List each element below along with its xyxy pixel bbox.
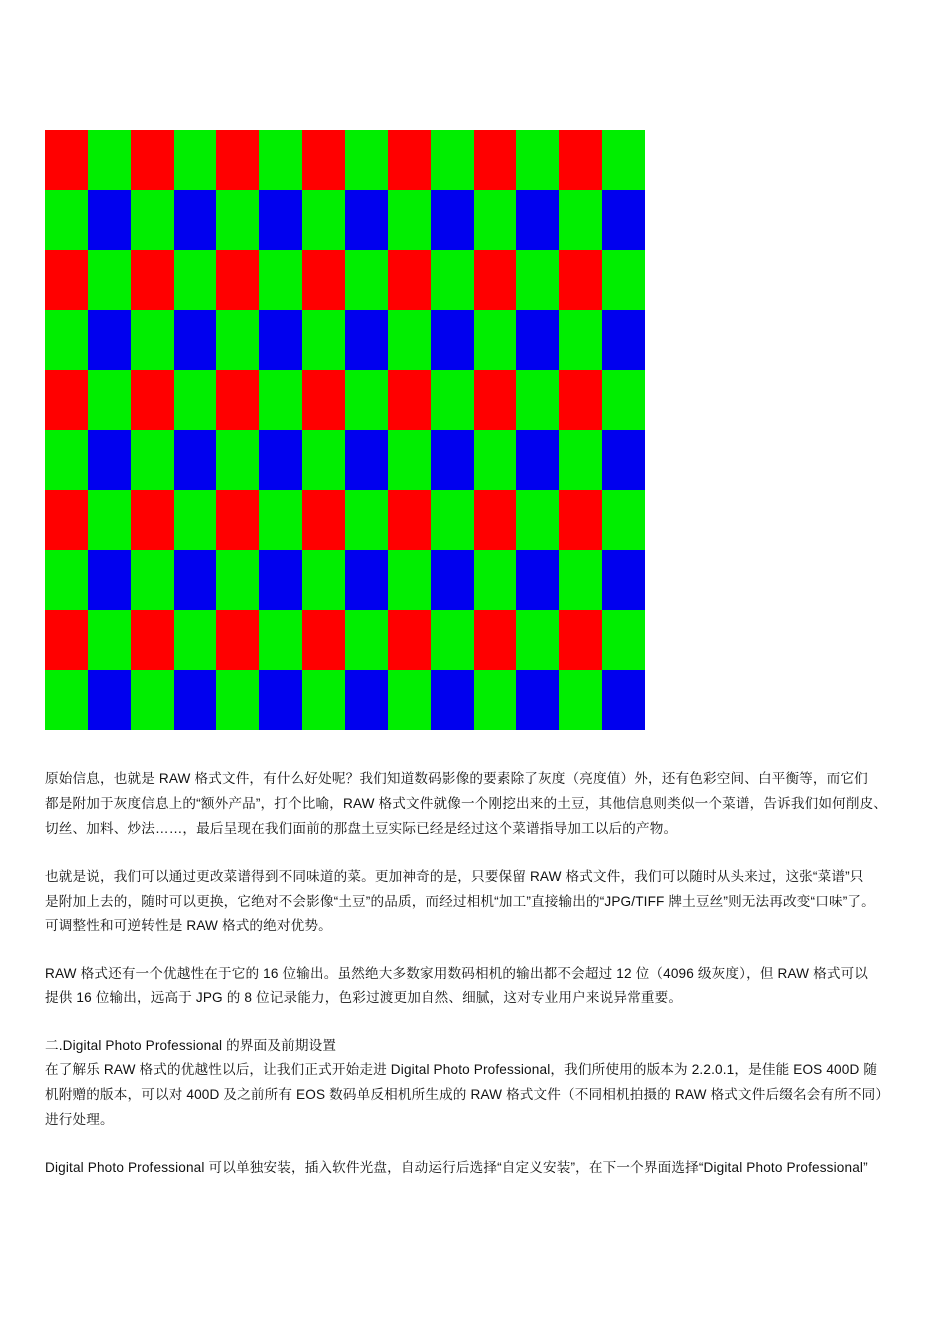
filter-cell-red [559, 490, 602, 550]
filter-cell-red [559, 370, 602, 430]
filter-cell-green [388, 310, 431, 370]
filter-cell-green [516, 610, 559, 670]
filter-cell-red [388, 370, 431, 430]
paragraph-2-line-1: 也就是说，我们可以通过更改菜谱得到不同味道的菜。更加神奇的是，只要保留 RAW 格式文件，我们可以随时从头来过，这张“菜谱”只 [45, 869, 864, 884]
filter-cell-red [302, 610, 345, 670]
filter-cell-red [45, 130, 88, 190]
filter-cell-green [174, 130, 217, 190]
filter-cell-green [174, 250, 217, 310]
filter-cell-green [174, 370, 217, 430]
filter-cell-green [516, 370, 559, 430]
section-heading: 二.Digital Photo Professional 的界面及前期设置 [45, 1038, 337, 1053]
filter-cell-red [131, 610, 174, 670]
filter-cell-green [302, 550, 345, 610]
filter-cell-blue [174, 310, 217, 370]
filter-cell-green [602, 610, 645, 670]
filter-cell-green [45, 670, 88, 730]
filter-cell-blue [88, 670, 131, 730]
filter-cell-blue [345, 310, 388, 370]
paragraph-3-line-2: 提供 16 位输出，远高于 JPG 的 8 位记录能力，色彩过渡更加自然、细腻，这对专业用户来说异常重要。 [45, 990, 683, 1005]
filter-cell-blue [345, 670, 388, 730]
filter-cell-green [88, 130, 131, 190]
filter-cell-green [431, 130, 474, 190]
filter-cell-blue [516, 430, 559, 490]
filter-cell-blue [516, 550, 559, 610]
filter-cell-green [345, 130, 388, 190]
filter-cell-green [559, 310, 602, 370]
filter-cell-blue [431, 310, 474, 370]
filter-cell-red [216, 250, 259, 310]
filter-cell-blue [602, 310, 645, 370]
filter-cell-red [474, 250, 517, 310]
filter-cell-green [88, 610, 131, 670]
filter-cell-blue [88, 430, 131, 490]
bayer-pattern-figure [45, 130, 645, 730]
paragraph-2-line-3: 可调整性和可逆转性是 RAW 格式的绝对优势。 [45, 918, 332, 933]
filter-cell-blue [259, 310, 302, 370]
filter-cell-blue [88, 190, 131, 250]
filter-cell-green [474, 310, 517, 370]
filter-cell-green [388, 190, 431, 250]
filter-cell-red [131, 490, 174, 550]
filter-cell-green [259, 130, 302, 190]
filter-cell-blue [602, 190, 645, 250]
filter-cell-green [259, 370, 302, 430]
filter-cell-green [88, 370, 131, 430]
filter-cell-green [431, 610, 474, 670]
paragraph-1-line-2: 都是附加于灰度信息上的“额外产品”，打个比喻，RAW 格式文件就像一个刚挖出来的土豆，其他信息则类似一个菜谱，告诉我们如何削皮、 [45, 796, 888, 811]
filter-cell-red [388, 610, 431, 670]
filter-cell-green [516, 490, 559, 550]
filter-cell-red [302, 370, 345, 430]
filter-cell-red [474, 370, 517, 430]
filter-cell-red [45, 490, 88, 550]
filter-cell-blue [259, 190, 302, 250]
filter-cell-red [131, 130, 174, 190]
filter-cell-red [474, 490, 517, 550]
filter-cell-green [45, 430, 88, 490]
filter-cell-blue [602, 430, 645, 490]
filter-cell-green [345, 610, 388, 670]
paragraph-4-line-2: 机附赠的版本，可以对 400D 及之前所有 EOS 数码单反相机所生成的 RAW 格式文件（不同相机拍摄的 RAW 格式文件后缀名会有所不同） [45, 1087, 890, 1102]
filter-cell-blue [602, 550, 645, 610]
filter-cell-green [131, 550, 174, 610]
filter-cell-blue [174, 190, 217, 250]
filter-cell-green [302, 430, 345, 490]
filter-cell-green [88, 490, 131, 550]
filter-cell-green [602, 130, 645, 190]
filter-cell-green [474, 190, 517, 250]
filter-cell-blue [431, 430, 474, 490]
filter-cell-green [474, 670, 517, 730]
filter-cell-green [302, 190, 345, 250]
filter-cell-green [302, 310, 345, 370]
filter-cell-red [474, 610, 517, 670]
filter-cell-green [559, 670, 602, 730]
filter-cell-blue [345, 190, 388, 250]
filter-cell-green [431, 370, 474, 430]
filter-cell-green [345, 490, 388, 550]
filter-cell-red [559, 130, 602, 190]
filter-cell-green [216, 670, 259, 730]
filter-cell-green [474, 550, 517, 610]
filter-cell-blue [431, 670, 474, 730]
filter-cell-green [602, 490, 645, 550]
filter-cell-blue [516, 190, 559, 250]
filter-cell-green [559, 430, 602, 490]
filter-cell-green [45, 190, 88, 250]
filter-cell-green [216, 550, 259, 610]
filter-cell-green [131, 310, 174, 370]
filter-cell-red [474, 130, 517, 190]
paragraph-4-line-3: 进行处理。 [45, 1112, 114, 1127]
filter-cell-blue [259, 550, 302, 610]
filter-cell-green [345, 370, 388, 430]
filter-cell-blue [602, 670, 645, 730]
paragraph-1-line-3: 切丝、加料、炒法……，最后呈现在我们面前的那盘土豆实际已经是经过这个菜谱指导加工以后的产物。 [45, 821, 678, 836]
filter-cell-red [559, 250, 602, 310]
filter-cell-blue [259, 430, 302, 490]
filter-cell-blue [345, 550, 388, 610]
filter-cell-green [174, 610, 217, 670]
filter-cell-blue [516, 670, 559, 730]
filter-cell-red [216, 490, 259, 550]
filter-cell-green [216, 430, 259, 490]
filter-cell-red [216, 130, 259, 190]
filter-cell-blue [345, 430, 388, 490]
filter-cell-blue [174, 430, 217, 490]
filter-cell-green [259, 610, 302, 670]
filter-cell-red [45, 610, 88, 670]
filter-cell-green [302, 670, 345, 730]
filter-cell-green [516, 250, 559, 310]
filter-cell-green [45, 550, 88, 610]
filter-cell-green [131, 430, 174, 490]
filter-cell-green [388, 550, 431, 610]
paragraph-5-line-1: Digital Photo Professional 可以单独安装，插入软件光盘，自动运行后选择“自定义安装”，在下一个界面选择“Digital Photo Professional” [45, 1160, 868, 1175]
filter-cell-blue [174, 670, 217, 730]
filter-cell-green [131, 190, 174, 250]
filter-cell-red [388, 490, 431, 550]
filter-cell-green [516, 130, 559, 190]
filter-cell-blue [431, 190, 474, 250]
filter-cell-green [216, 190, 259, 250]
filter-cell-green [259, 250, 302, 310]
filter-cell-red [302, 250, 345, 310]
filter-cell-blue [431, 550, 474, 610]
filter-cell-green [174, 490, 217, 550]
filter-cell-blue [174, 550, 217, 610]
filter-cell-green [88, 250, 131, 310]
filter-cell-red [559, 610, 602, 670]
filter-cell-blue [88, 310, 131, 370]
filter-cell-red [216, 370, 259, 430]
filter-cell-green [602, 250, 645, 310]
filter-cell-green [559, 190, 602, 250]
filter-cell-blue [88, 550, 131, 610]
paragraph-2-line-2: 是附加上去的，随时可以更换，它绝对不会影像“土豆”的品质，而经过相机“加工”直接输出的“JPG/TIFF 牌土豆丝”则无法再改变“口味”了。 [45, 894, 875, 909]
paragraph-4-line-1: 在了解乐 RAW 格式的优越性以后，让我们正式开始走进 Digital Photo Professional，我们所使用的版本为 2.2.0.1，是佳能 EOS 400D 随 [45, 1062, 878, 1077]
filter-cell-green [431, 490, 474, 550]
filter-cell-green [131, 670, 174, 730]
filter-cell-red [302, 130, 345, 190]
filter-cell-green [474, 430, 517, 490]
filter-cell-red [131, 370, 174, 430]
paragraph-3-line-1: RAW 格式还有一个优越性在于它的 16 位输出。虽然绝大多数家用数码相机的输出都不会超过 12 位（4096 级灰度），但 RAW 格式可以 [45, 966, 869, 981]
filter-cell-red [45, 250, 88, 310]
filter-cell-green [345, 250, 388, 310]
filter-cell-green [259, 490, 302, 550]
filter-cell-green [388, 430, 431, 490]
filter-cell-blue [516, 310, 559, 370]
filter-cell-red [216, 610, 259, 670]
filter-cell-green [216, 310, 259, 370]
filter-cell-red [388, 250, 431, 310]
filter-cell-red [131, 250, 174, 310]
filter-cell-green [45, 310, 88, 370]
filter-cell-green [431, 250, 474, 310]
filter-cell-red [388, 130, 431, 190]
filter-cell-blue [259, 670, 302, 730]
filter-cell-red [302, 490, 345, 550]
filter-cell-green [388, 670, 431, 730]
filter-cell-green [602, 370, 645, 430]
filter-cell-red [45, 370, 88, 430]
filter-cell-green [559, 550, 602, 610]
paragraph-1-line-1: 原始信息，也就是 RAW 格式文件，有什么好处呢？我们知道数码影像的要素除了灰度（亮度值）外，还有色彩空间、白平衡等，而它们 [45, 771, 868, 786]
